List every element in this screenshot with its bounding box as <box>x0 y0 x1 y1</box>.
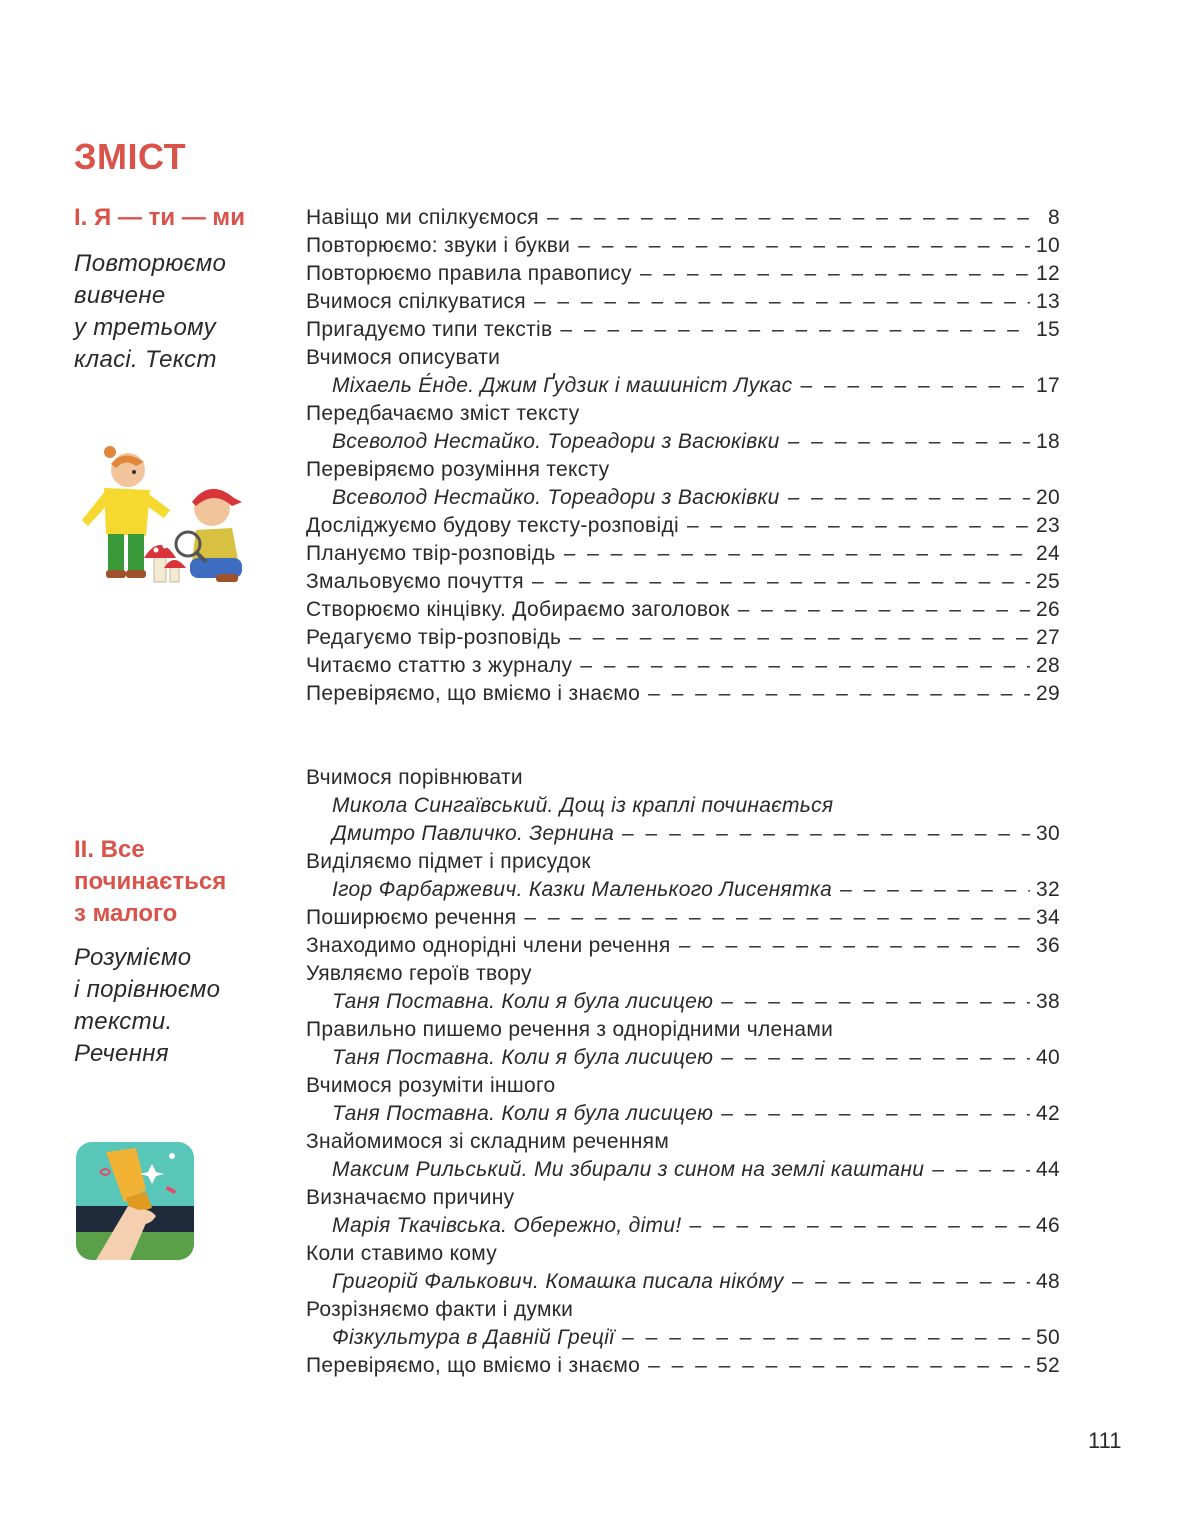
toc-subentry[interactable] <box>306 1268 1060 1296</box>
toc-subentry[interactable] <box>306 876 1060 904</box>
section-1-heading-line: І. Я — ти — ми <box>74 204 245 231</box>
entry-page: 23 <box>1036 514 1060 537</box>
leader-dots <box>648 1352 1030 1380</box>
leader-dots <box>721 988 1030 1016</box>
toc-entry[interactable] <box>306 1016 1060 1044</box>
section-1-subtitle-line: Повторюємо <box>74 250 227 277</box>
leader-dots <box>721 1044 1030 1072</box>
section-2-heading <box>74 834 226 930</box>
entry-title: Передбачаємо зміст тексту <box>306 402 580 425</box>
toc-subentry[interactable] <box>306 428 1060 456</box>
entry-page: 28 <box>1036 654 1060 677</box>
entry-title: Марія Ткачівська. Обережно, діти! <box>332 1214 682 1237</box>
toc-subentry[interactable] <box>306 484 1060 512</box>
section-2-subtitle <box>74 942 220 1070</box>
leader-dots <box>687 512 1030 540</box>
leader-dots <box>721 1100 1030 1128</box>
entry-title: Коли ставимо кому <box>306 1242 498 1265</box>
trophy-hand-icon <box>76 1142 194 1260</box>
entry-page: 25 <box>1036 570 1060 593</box>
toc-entry[interactable] <box>306 680 1060 708</box>
entry-page: 29 <box>1036 682 1060 705</box>
leader-dots <box>648 680 1030 708</box>
entry-page: 27 <box>1036 626 1060 649</box>
entry-title: Всеволод Нестайко. Тореадори з Васюківки <box>332 486 780 509</box>
toc-subentry[interactable] <box>306 820 1060 848</box>
toc-entry[interactable] <box>306 596 1060 624</box>
entry-title: Виділяємо підмет і присудок <box>306 850 591 873</box>
section-1-subtitle-line: класі. Текст <box>74 346 217 373</box>
toc-section-1 <box>306 204 1060 708</box>
entry-page: 50 <box>1036 1326 1060 1349</box>
leader-dots <box>792 1268 1030 1296</box>
entry-title: Змальовуємо почуття <box>306 570 524 593</box>
entry-title: Читаємо статтю з журналу <box>306 654 573 677</box>
entry-title: Вчимося розуміти іншого <box>306 1074 556 1097</box>
entry-title: Створюємо кінцівку. Добираємо заголовок <box>306 598 730 621</box>
section-1-subtitle-line: вивчене <box>74 282 166 309</box>
entry-title: Уявляємо героїв твору <box>306 962 532 985</box>
leader-dots <box>532 568 1030 596</box>
entry-title: Міхаель Е́нде. Джим Ґудзик і машиніст Лукас <box>332 374 793 397</box>
entry-page: 8 <box>1048 206 1060 229</box>
entry-page: 15 <box>1036 318 1060 341</box>
toc-entry[interactable] <box>306 512 1060 540</box>
toc-entry[interactable] <box>306 1240 1060 1268</box>
entry-page: 52 <box>1036 1354 1060 1377</box>
toc-entry[interactable] <box>306 960 1060 988</box>
entry-title: Перевіряємо, що вміємо і знаємо <box>306 1354 641 1377</box>
entry-title: Перевіряємо, що вміємо і знаємо <box>306 682 641 705</box>
toc-subentry[interactable] <box>306 1100 1060 1128</box>
toc-entry[interactable] <box>306 316 1060 344</box>
entry-title: Перевіряємо розуміння тексту <box>306 458 610 481</box>
leader-dots <box>578 232 1030 260</box>
entry-page: 18 <box>1036 430 1060 453</box>
leader-dots <box>788 484 1030 512</box>
entry-page: 36 <box>1036 934 1060 957</box>
entry-title: Правильно пишемо речення з однорідними членами <box>306 1018 834 1041</box>
entry-page: 46 <box>1036 1214 1060 1237</box>
entry-title: Повторюємо: звуки і букви <box>306 234 571 257</box>
entry-title: Поширюємо речення <box>306 906 517 929</box>
entry-title: Повторюємо правила правопису <box>306 262 632 285</box>
leader-dots <box>580 652 1030 680</box>
toc-subentry[interactable] <box>306 1156 1060 1184</box>
leader-dots <box>622 1324 1030 1352</box>
entry-page: 13 <box>1036 290 1060 313</box>
entry-title: Розрізняємо факти і думки <box>306 1298 574 1321</box>
section-2-subtitle-line: тексти. <box>74 1008 173 1035</box>
leader-dots <box>800 372 1030 400</box>
toc-entry[interactable] <box>306 456 1060 484</box>
toc-section-2 <box>306 764 1060 1380</box>
leader-dots <box>534 288 1030 316</box>
leader-dots <box>564 540 1030 568</box>
entry-title: Редагуємо твір-розповідь <box>306 626 562 649</box>
toc-subentry[interactable] <box>306 1324 1060 1352</box>
toc-subentry[interactable] <box>306 1212 1060 1240</box>
entry-page: 44 <box>1036 1158 1060 1181</box>
leader-dots <box>840 876 1030 904</box>
entry-title: Визначаємо причину <box>306 1186 515 1209</box>
leader-dots <box>560 316 1030 344</box>
toc-entry[interactable] <box>306 260 1060 288</box>
toc-entry[interactable] <box>306 848 1060 876</box>
toc-entry[interactable] <box>306 932 1060 960</box>
children-mushroom-illustration <box>66 440 256 590</box>
entry-title: Таня Поставна. Коли я була лисицею <box>332 1102 714 1125</box>
toc-entry[interactable] <box>306 1184 1060 1212</box>
leader-dots <box>569 624 1030 652</box>
leader-dots <box>932 1156 1030 1184</box>
page-title: ЗМІСТ <box>74 136 187 177</box>
entry-page: 24 <box>1036 542 1060 565</box>
section-1-subtitle <box>74 248 226 376</box>
entry-page: 26 <box>1036 598 1060 621</box>
leader-dots <box>622 820 1030 848</box>
leader-dots <box>524 904 1030 932</box>
entry-title: Знаходимо однорідні члени речення <box>306 934 671 957</box>
toc-entry[interactable] <box>306 540 1060 568</box>
section-1-heading <box>74 202 245 234</box>
leader-dots <box>547 204 1030 232</box>
entry-title: Вчимося описувати <box>306 346 501 369</box>
entry-title: Плануємо твір-розповідь <box>306 542 556 565</box>
toc-subentry[interactable] <box>306 792 1060 820</box>
section-2-heading-line: ІІ. Все <box>74 836 145 863</box>
section-2-heading-line: починається <box>74 868 227 895</box>
entry-title: Таня Поставна. Коли я була лисицею <box>332 1046 714 1069</box>
toc-entry[interactable] <box>306 288 1060 316</box>
entry-title: Григорій Фалькович. Комашка писала ніко́му <box>332 1270 784 1293</box>
leader-dots <box>679 932 1030 960</box>
leader-dots <box>738 596 1030 624</box>
entry-page: 10 <box>1036 234 1060 257</box>
entry-title: Дмитро Павличко. Зернина <box>332 822 615 845</box>
section-1-subtitle-line: у третьому <box>74 314 216 341</box>
entry-page: 34 <box>1036 906 1060 929</box>
toc-entry[interactable] <box>306 400 1060 428</box>
toc-entry[interactable] <box>306 232 1060 260</box>
section-2-subtitle-line: Розуміємо <box>74 944 192 971</box>
entry-title: Навіщо ми спілкуємося <box>306 206 539 229</box>
entry-page: 48 <box>1036 1270 1060 1293</box>
entry-title: Пригадуємо типи текстів <box>306 318 553 341</box>
toc-entry[interactable] <box>306 344 1060 372</box>
entry-title: Всеволод Нестайко. Тореадори з Васюківки <box>332 430 780 453</box>
entry-page: 12 <box>1036 262 1060 285</box>
toc-entry[interactable] <box>306 1072 1060 1100</box>
entry-page: 32 <box>1036 878 1060 901</box>
section-2-subtitle-line: і порівнюємо <box>74 976 221 1003</box>
page-number: 111 <box>1088 1428 1122 1453</box>
entry-title: Вчимося порівнювати <box>306 766 523 789</box>
entry-title: Ігор Фарбаржевич. Казки Маленького Лисенятка <box>332 878 833 901</box>
entry-title: Досліджуємо будову тексту-розповіді <box>306 514 679 537</box>
entry-title: Микола Сингаївський. Дощ із краплі починається <box>332 794 834 817</box>
toc-entry[interactable] <box>306 652 1060 680</box>
toc-subentry[interactable] <box>306 988 1060 1016</box>
toc-entry[interactable] <box>306 204 1060 232</box>
toc-entry[interactable] <box>306 1128 1060 1156</box>
toc-subentry[interactable] <box>306 1044 1060 1072</box>
entry-title: Знайомимося зі складним реченням <box>306 1130 670 1153</box>
entry-page: 30 <box>1036 822 1060 845</box>
leader-dots <box>689 1212 1030 1240</box>
section-2-heading-line: з малого <box>74 900 178 927</box>
entry-title: Фізкультура в Давній Греції <box>332 1326 615 1349</box>
entry-title: Максим Рильський. Ми збирали з сином на землі каштани <box>332 1158 925 1181</box>
leader-dots <box>640 260 1030 288</box>
toc-subentry[interactable] <box>306 372 1060 400</box>
entry-page: 38 <box>1036 990 1060 1013</box>
toc-entry[interactable] <box>306 1352 1060 1380</box>
entry-title: Вчимося спілкуватися <box>306 290 526 313</box>
toc-entry[interactable] <box>306 568 1060 596</box>
toc-entry[interactable] <box>306 624 1060 652</box>
entry-title: Таня Поставна. Коли я була лисицею <box>332 990 714 1013</box>
entry-page: 40 <box>1036 1046 1060 1069</box>
entry-page: 42 <box>1036 1102 1060 1125</box>
leader-dots <box>788 428 1030 456</box>
section-2-subtitle-line: Речення <box>74 1040 169 1067</box>
toc-entry[interactable] <box>306 904 1060 932</box>
toc-entry[interactable] <box>306 764 1060 792</box>
entry-page: 17 <box>1036 374 1060 397</box>
entry-page: 20 <box>1036 486 1060 509</box>
toc-entry[interactable] <box>306 1296 1060 1324</box>
